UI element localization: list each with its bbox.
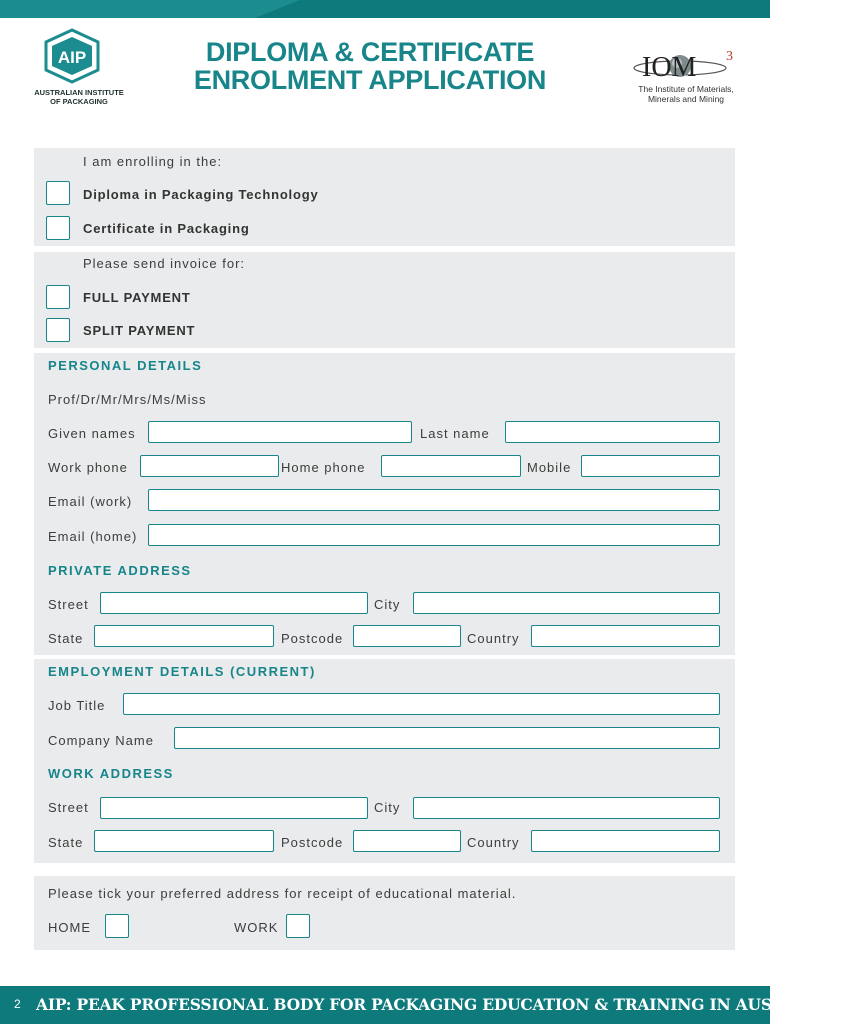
email-home-field[interactable] xyxy=(148,524,720,546)
aip-logo xyxy=(34,28,124,108)
work-address-heading: WORK ADDRESS xyxy=(48,766,174,781)
private-street-label: Street xyxy=(48,597,89,612)
mobile-label: Mobile xyxy=(527,460,572,475)
iom3-logo-text: IOM xyxy=(642,52,697,83)
top-band-notch xyxy=(0,0,300,18)
company-name-field[interactable] xyxy=(174,727,720,749)
work-postcode-label: Postcode xyxy=(281,835,344,850)
work-city-label: City xyxy=(374,800,401,815)
full-payment-checkbox[interactable] xyxy=(46,285,70,309)
certificate-checkbox[interactable] xyxy=(46,216,70,240)
job-title-field[interactable] xyxy=(123,693,720,715)
last-name-label: Last name xyxy=(420,426,490,441)
private-postcode-field[interactable] xyxy=(353,625,461,647)
private-country-label: Country xyxy=(467,631,520,646)
personal-details-panel xyxy=(34,353,735,655)
iom3-logo xyxy=(624,46,754,110)
certificate-label: Certificate in Packaging xyxy=(83,221,250,236)
private-postcode-label: Postcode xyxy=(281,631,344,646)
split-payment-label: SPLIT PAYMENT xyxy=(83,323,196,338)
full-payment-label: FULL PAYMENT xyxy=(83,290,191,305)
home-phone-field[interactable] xyxy=(381,455,521,477)
work-checkbox[interactable] xyxy=(286,914,310,938)
home-checkbox[interactable] xyxy=(105,914,129,938)
work-country-label: Country xyxy=(467,835,520,850)
page-title-line1: DIPLOMA & CERTIFICATE xyxy=(205,37,535,67)
home-label: HOME xyxy=(48,920,91,935)
private-country-field[interactable] xyxy=(531,625,720,647)
iom3-subtitle-line2: Minerals and Mining xyxy=(647,94,725,104)
footer-slogan: AIP: PEAK PROFESSIONAL BODY FOR PACKAGING EDUCATION & TRAINING IN AUSTRALASIA xyxy=(36,995,860,1014)
title-options-label: Prof/Dr/Mr/Mrs/Ms/Miss xyxy=(48,392,207,407)
work-state-label: State xyxy=(48,835,84,850)
personal-details-heading: PERSONAL DETAILS xyxy=(48,358,203,373)
top-color-band xyxy=(0,0,770,18)
iom3-logo-sup: 3 xyxy=(726,49,733,64)
invoice-panel xyxy=(34,252,735,348)
work-phone-field[interactable] xyxy=(140,455,279,477)
employment-panel xyxy=(34,659,735,863)
given-names-field[interactable] xyxy=(148,421,412,443)
work-postcode-field[interactable] xyxy=(353,830,461,852)
page-title xyxy=(150,38,590,94)
aip-shield-icon xyxy=(42,28,102,84)
email-home-label: Email (home) xyxy=(48,529,138,544)
iom3-mark-icon xyxy=(630,46,740,86)
page-number: 2 xyxy=(14,997,21,1011)
employment-heading: EMPLOYMENT DETAILS (CURRENT) xyxy=(48,664,316,679)
private-state-field[interactable] xyxy=(94,625,274,647)
job-title-label: Job Title xyxy=(48,698,106,713)
enrol-prompt: I am enrolling in the: xyxy=(83,154,223,169)
enrol-panel xyxy=(34,148,735,246)
page-title-line2: ENROLMENT APPLICATION xyxy=(193,65,547,95)
footer-band xyxy=(0,986,860,1024)
invoice-prompt: Please send invoice for: xyxy=(83,256,246,271)
work-city-field[interactable] xyxy=(413,797,720,819)
given-names-label: Given names xyxy=(48,426,136,441)
work-country-field[interactable] xyxy=(531,830,720,852)
iom3-logo-subtitle xyxy=(624,84,748,104)
company-name-label: Company Name xyxy=(48,733,154,748)
private-street-field[interactable] xyxy=(100,592,368,614)
private-state-label: State xyxy=(48,631,84,646)
home-phone-label: Home phone xyxy=(281,460,366,475)
split-payment-checkbox[interactable] xyxy=(46,318,70,342)
address-preference-prompt: Please tick your preferred address for receipt of educational material. xyxy=(48,886,517,901)
aip-logo-subtitle: AUSTRALIAN INSTITUTE OF PACKAGING xyxy=(34,88,124,106)
email-work-label: Email (work) xyxy=(48,494,133,509)
mobile-field[interactable] xyxy=(581,455,720,477)
work-street-field[interactable] xyxy=(100,797,368,819)
aip-logo-text: AIP xyxy=(57,48,87,67)
private-city-label: City xyxy=(374,597,401,612)
work-label: WORK xyxy=(234,920,279,935)
private-city-field[interactable] xyxy=(413,592,720,614)
last-name-field[interactable] xyxy=(505,421,720,443)
address-preference-panel xyxy=(34,876,735,950)
iom3-subtitle-line1: The Institute of Materials, xyxy=(638,84,734,94)
email-work-field[interactable] xyxy=(148,489,720,511)
diploma-label: Diploma in Packaging Technology xyxy=(83,187,319,202)
private-address-heading: PRIVATE ADDRESS xyxy=(48,563,192,578)
work-street-label: Street xyxy=(48,800,89,815)
work-state-field[interactable] xyxy=(94,830,274,852)
diploma-checkbox[interactable] xyxy=(46,181,70,205)
work-phone-label: Work phone xyxy=(48,460,128,475)
